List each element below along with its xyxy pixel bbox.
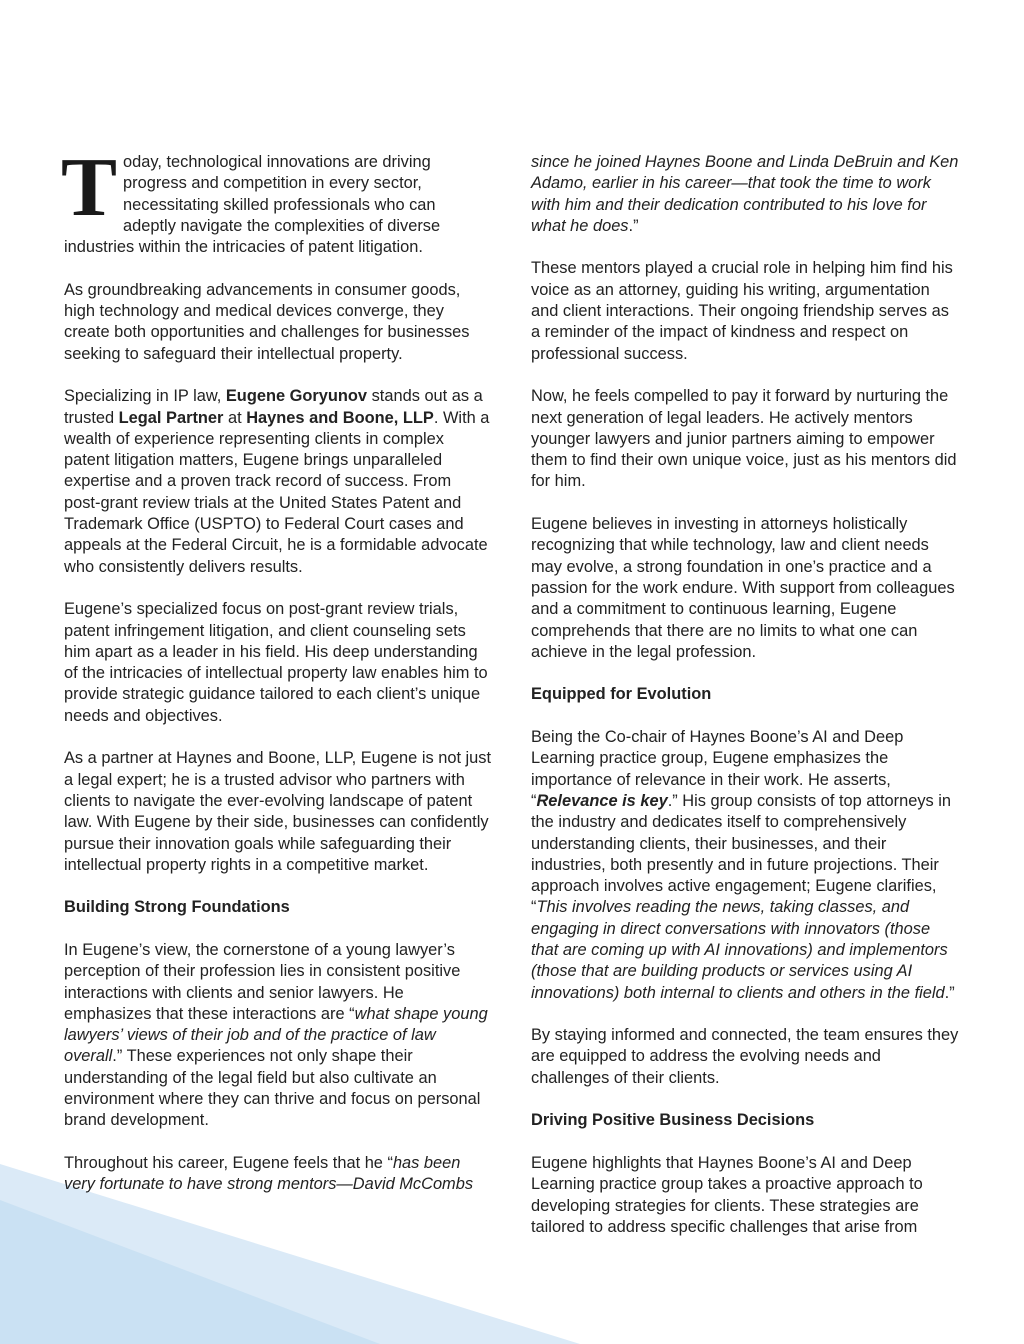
- paragraph-investing: Eugene believes in investing in attorneys holistically recognizing that while technology, law and client needs may evolve, a strong foundation in one’s practice and a passion for the work endure. With support from colleagues and a commitment to continuous learning, Eugene comprehends that there are no limits to what one can achieve in the legal profession.: [531, 515, 955, 661]
- person-role: Legal Partner: [118, 408, 224, 427]
- quote-engagement: This involves reading the news, taking classes, and engaging in direct conversations with innovators (those that are coming up with AI innovations) and implementors (those that are building products or services using AI innovations) both internal to clients and others in the field: [531, 898, 948, 1002]
- paragraph-strategies: Eugene highlights that Haynes Boone’s AI and Deep Learning practice group takes a proactive approach to developing strategies for clients. These strategies are tailored to address specific challenges that arise from: [531, 1153, 923, 1236]
- paragraph-mentors-continued: since he joined Haynes Boone and Linda DeBruin and Ken Adamo, earlier in his career—that took the time to work with him and their dedication contributed to his love for what he does.”: [531, 153, 959, 235]
- intro-text: oday, technological innovations are driving progress and competition in every sector, necessitating skilled professionals who can adeptly navigate the complexities of diverse industries within the intricacies of patent litigation.: [64, 153, 441, 257]
- paragraph-advancements: As groundbreaking advancements in consumer goods, high technology and medical devices converge, they create both opportunities and challenges for businesses seeking to safeguard their intellectual property.: [64, 280, 470, 363]
- section-heading-decisions: Driving Positive Business Decisions: [531, 1111, 815, 1130]
- person-name: Eugene Goryunov: [225, 387, 368, 406]
- section-heading-evolution: Equipped for Evolution: [531, 685, 712, 704]
- left-column: [61, 141, 492, 1217]
- paragraph-mentors-role: These mentors played a crucial role in helping him find his voice as an attorney, guiding his writing, argumentation and client interactions. Their ongoing friendship serves as a reminder of the impact of kindness and respect on professional success.: [531, 259, 953, 363]
- paragraph-cochair: Being the Co-chair of Haynes Boone’s AI and Deep Learning practice group, Eugene emphasizes the importance of relevance in their work. He asserts, “Relevance is key.” His group consists of top attorneys in the industry and dedicates itself to comprehensively understanding clients, their businesses, and their industries, both presently and in future projections. Their approach involves active engagement; Eugene clarifies, “This involves reading the news, taking classes, and engaging in direct conversations with innovators (those that are coming up with AI innovations) and implementors (those that are building products or services using AI innovations) both internal to clients and others in the field.”: [531, 728, 955, 1002]
- paragraph-career: Throughout his career, Eugene feels that he “has been very fortunate to have strong mentors—David McCombs: [64, 1153, 474, 1194]
- paragraph-informed: By staying informed and connected, the team ensures they are equipped to address the evolving needs and challenges of their clients.: [531, 1026, 959, 1087]
- intro-paragraph: [61, 141, 492, 258]
- paragraph-pay-forward: Now, he feels compelled to pay it forward by nurturing the next generation of legal leaders. He actively mentors younger lawyers and junior partners aiming to empower them to find their own unique voice, just as his mentors did for him.: [531, 387, 957, 491]
- section-heading-foundations: Building Strong Foundations: [64, 898, 290, 917]
- firm-name: Haynes and Boone, LLP: [246, 408, 434, 427]
- paragraph-specializing: Specializing in IP law, Eugene Goryunov stands out as a trusted Legal Partner at Haynes and Boone, LLP. With a wealth of experience representing clients in complex patent litigation matters, Eugene brings unparalleled expertise and a proven track record of success. From post-grant review trials at the United States Patent and Trademark Office (USPTO) to Federal Court cases and appeals at the Federal Circuit, he is a formidable advocate who consistently delivers results.: [64, 387, 490, 576]
- quote-interactions: what shape young lawyers’ views of their job and of the practice of law overall: [64, 1004, 488, 1066]
- paragraph-focus: Eugene’s specialized focus on post-grant review trials, patent infringement litigation, and client counseling sets him apart as a leader in his field. His deep understanding of the intricacies of intellectual property law enables him to provide strategic guidance tailored to each client’s unique needs and objectives.: [64, 600, 488, 725]
- paragraph-view: In Eugene’s view, the cornerstone of a young lawyer’s perception of their profession lies in consistent positive interactions with clients and senior lawyers. He emphasizes that these interactions are “what shape young lawyers’ views of their job and of the practice of law overall.” These experiences not only shape their understanding of the legal field but also cultivate an environment where they can thrive and focus on personal brand development.: [64, 940, 488, 1130]
- quote-mentors-start: has been very fortunate to have strong mentors—David McCombs: [64, 1153, 474, 1194]
- quote-mentors-end: since he joined Haynes Boone and Linda DeBruin and Ken Adamo, earlier in his career—that took the time to work with him and their dedication contributed to his love for what he does: [531, 153, 959, 235]
- drop-cap: T: [61, 141, 118, 234]
- paragraph-partner: As a partner at Haynes and Boone, LLP, Eugene is not just a legal expert; he is a trusted advisor who partners with clients to navigate the ever-evolving landscape of patent law. With Eugene by their side, businesses can confidently pursue their innovation goals while safeguarding their intellectual property rights in a competitive market.: [64, 749, 492, 874]
- right-column: [531, 152, 959, 1259]
- quote-relevance: Relevance is key: [536, 791, 668, 810]
